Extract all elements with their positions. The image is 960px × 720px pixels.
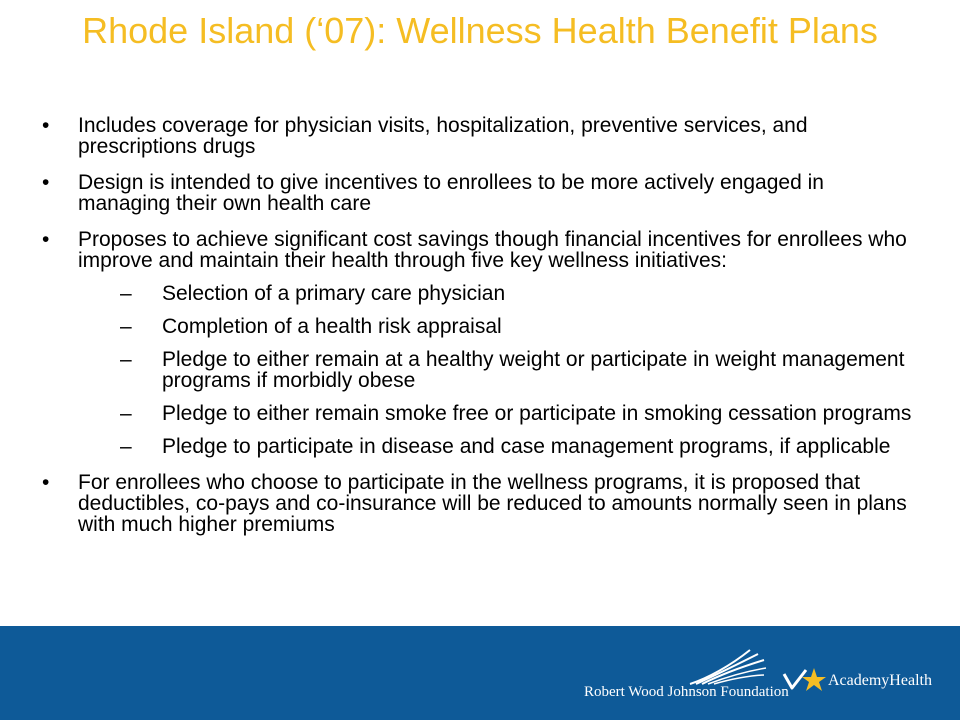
- bullet-marker: •: [42, 171, 50, 194]
- bullet-item: [0, 172, 918, 214]
- rwjf-logo: [580, 648, 789, 710]
- academyhealth-name: AcademyHealth: [828, 672, 932, 689]
- wings-logo-icon: [688, 648, 768, 686]
- bullet-text: Includes coverage for physician visits, hospitalization, preventive services, and prescriptions drugs: [78, 114, 808, 158]
- star-check-logo-icon: [782, 666, 826, 696]
- sub-bullet-marker: –: [120, 282, 132, 305]
- bullet-list: [0, 115, 960, 550]
- academyhealth-logo: [782, 666, 942, 696]
- rwjf-name: Robert Wood Johnson Foundation: [584, 684, 789, 700]
- slide-title: Rhode Island (‘07): Wellness Health Benefit Plans: [82, 10, 878, 51]
- sub-bullet-list: [78, 283, 918, 457]
- sub-bullet-item: [120, 283, 958, 304]
- sub-bullet-item: [120, 436, 958, 457]
- sub-bullet-text: Selection of a primary care physician: [162, 282, 506, 305]
- bullet-text: Proposes to achieve significant cost savings though financial incentives for enrollees who improve and maintain their health through five key wellness initiatives:: [78, 228, 907, 272]
- footer-bar: [0, 626, 960, 720]
- sub-bullet-marker: –: [120, 348, 132, 371]
- sub-bullet-item: [120, 316, 958, 337]
- bullet-marker: •: [42, 114, 50, 137]
- bullet-text: Design is intended to give incentives to enrollees to be more actively engaged in managing their own health care: [78, 171, 824, 215]
- bullet-item: [0, 472, 918, 535]
- sub-bullet-marker: –: [120, 435, 132, 458]
- sub-bullet-text: Pledge to participate in disease and case management programs, if applicable: [162, 435, 891, 458]
- sub-bullet-marker: –: [120, 315, 132, 338]
- sub-bullet-text: Pledge to either remain at a healthy weight or participate in weight management programs if morbidly obese: [162, 348, 905, 392]
- bullet-marker: •: [42, 471, 50, 494]
- bullet-item: [0, 229, 918, 457]
- sub-bullet-text: Pledge to either remain smoke free or participate in smoking cessation programs: [162, 402, 912, 425]
- bullet-item: [0, 115, 918, 157]
- bullet-marker: •: [42, 228, 50, 251]
- sub-bullet-item: [120, 349, 958, 391]
- bullet-text: For enrollees who choose to participate in the wellness programs, it is proposed that deductibles, co-pays and co-insurance will be reduced to amounts normally seen in plans with much higher premiums: [78, 471, 907, 536]
- sub-bullet-marker: –: [120, 402, 132, 425]
- sub-bullet-item: [120, 403, 958, 424]
- sub-bullet-text: Completion of a health risk appraisal: [162, 315, 502, 338]
